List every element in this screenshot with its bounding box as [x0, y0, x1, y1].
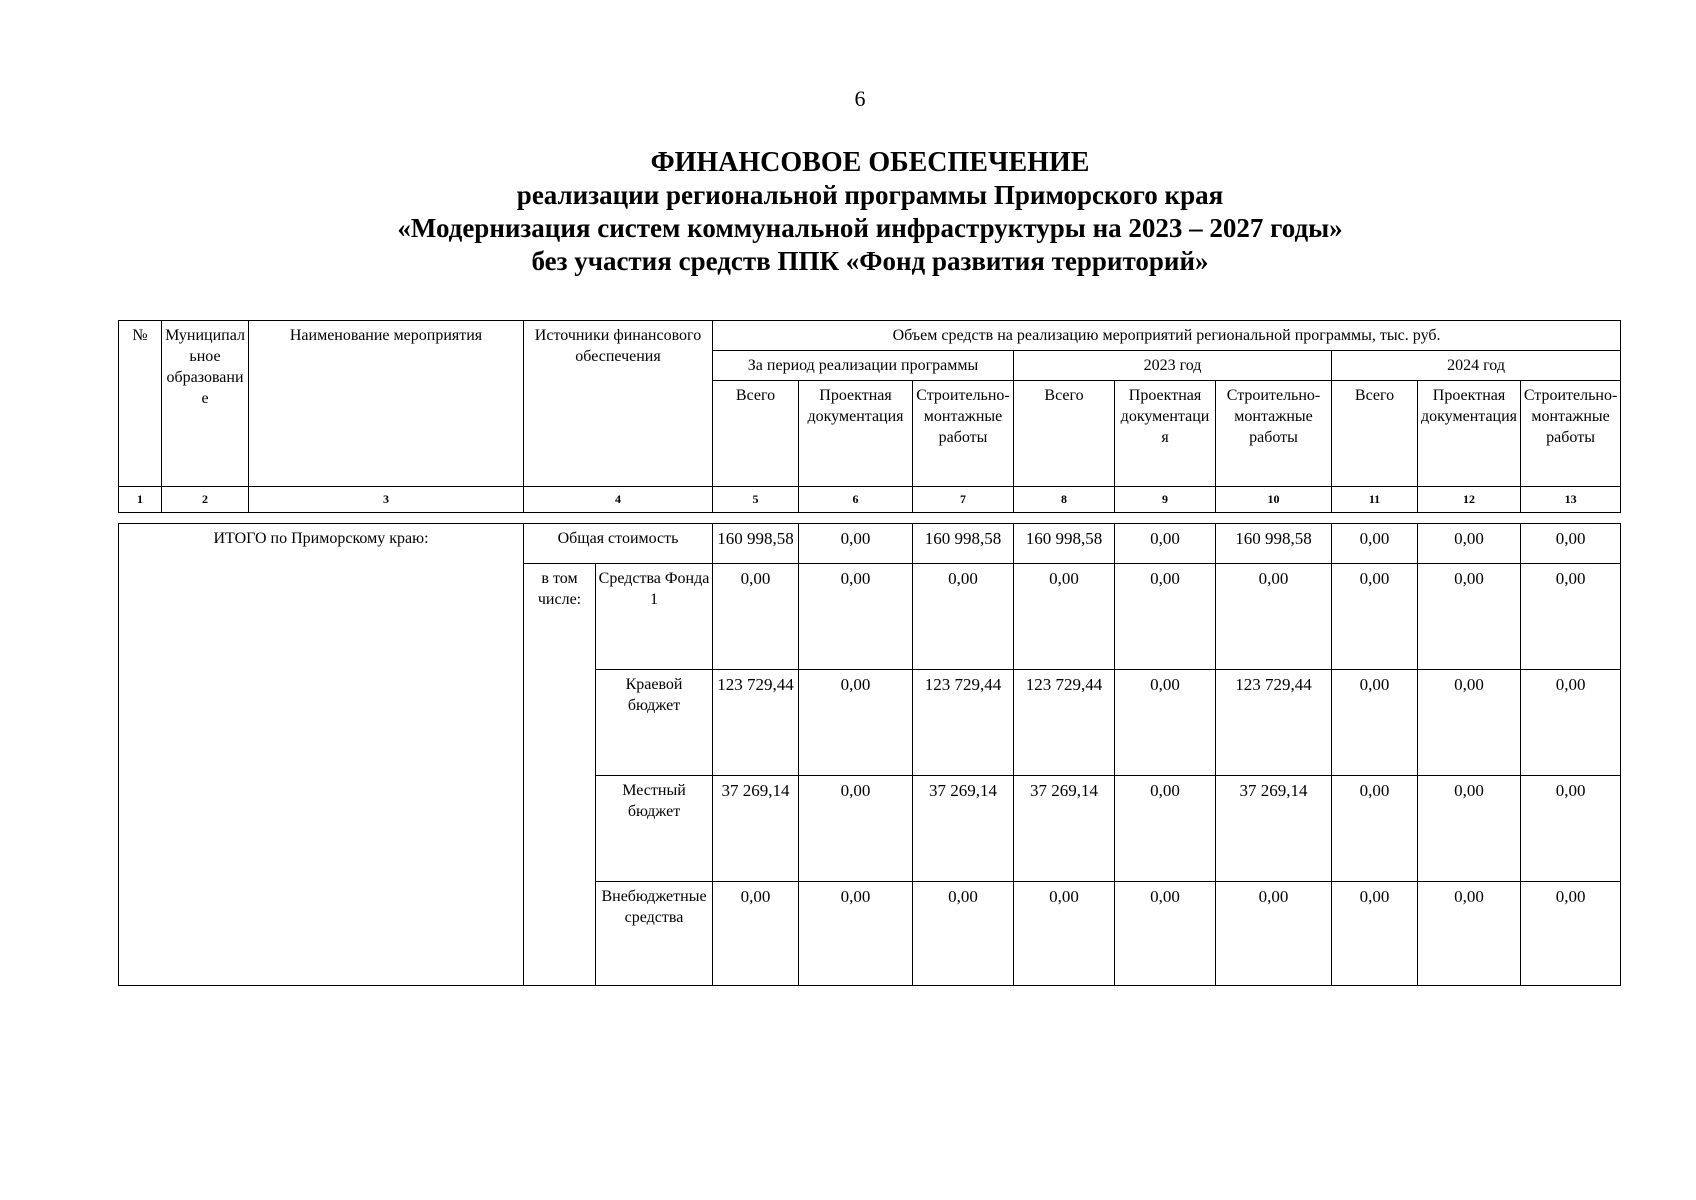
column-numbers-row — [119, 487, 1621, 513]
column-number: 11 — [1332, 487, 1418, 513]
title-line-3: «Модернизация систем коммунальной инфраструктуры на 2023 – 2027 годы» — [397, 213, 1343, 243]
header-construction: Строительно-монтажные работы — [1521, 381, 1621, 487]
including-spacer — [524, 882, 596, 986]
value-cell: 0,00 — [913, 564, 1014, 670]
value-cell: 0,00 — [1521, 670, 1621, 776]
header-no: № — [119, 321, 162, 487]
header-total: Всего — [1332, 381, 1418, 487]
including-spacer — [524, 776, 596, 882]
value-cell: 0,00 — [1216, 882, 1332, 986]
value-cell: 123 729,44 — [1216, 670, 1332, 776]
source-label: Краевой бюджет — [596, 670, 713, 776]
header-construction: Строительно-монтажные работы — [1216, 381, 1332, 487]
header-year-2024: 2024 год — [1332, 351, 1621, 381]
summary-label: ИТОГО по Приморскому краю: — [119, 524, 524, 986]
value-cell: 0,00 — [799, 670, 913, 776]
title-line-4: без участия средств ППК «Фонд развития территорий» — [531, 246, 1209, 276]
value-cell: 0,00 — [1332, 670, 1418, 776]
value-cell: 37 269,14 — [1216, 776, 1332, 882]
value-cell: 0,00 — [799, 564, 913, 670]
value-cell: 0,00 — [1521, 564, 1621, 670]
value-cell: 0,00 — [713, 564, 799, 670]
value-cell: 0,00 — [799, 882, 913, 986]
value-cell: 0,00 — [1115, 882, 1216, 986]
column-number: 7 — [913, 487, 1014, 513]
value-cell: 123 729,44 — [713, 670, 799, 776]
value-cell: 0,00 — [1521, 776, 1621, 882]
value-cell: 160 998,58 — [1216, 524, 1332, 564]
header-design: Проектная документация — [799, 381, 913, 487]
value-cell: 0,00 — [1332, 776, 1418, 882]
header-period-total: За период реализации программы — [713, 351, 1014, 381]
value-cell: 0,00 — [1418, 776, 1521, 882]
value-cell: 0,00 — [1418, 670, 1521, 776]
value-cell: 160 998,58 — [1014, 524, 1115, 564]
value-cell: 0,00 — [1418, 882, 1521, 986]
value-cell: 0,00 — [1216, 564, 1332, 670]
header-total: Всего — [1014, 381, 1115, 487]
value-cell: 123 729,44 — [1014, 670, 1115, 776]
value-cell: 0,00 — [1521, 882, 1621, 986]
value-cell: 0,00 — [1014, 564, 1115, 670]
column-number: 4 — [524, 487, 713, 513]
column-number: 12 — [1418, 487, 1521, 513]
column-number: 3 — [249, 487, 524, 513]
value-cell: 0,00 — [1418, 564, 1521, 670]
including-label: в том числе: — [524, 564, 596, 670]
value-cell: 0,00 — [1115, 670, 1216, 776]
header-construction: Строительно-монтажные работы — [913, 381, 1014, 487]
value-cell: 0,00 — [1521, 524, 1621, 564]
table-row-total-cost — [119, 524, 1621, 564]
header-year-2023: 2023 год — [1014, 351, 1332, 381]
value-cell: 0,00 — [1332, 882, 1418, 986]
column-number: 2 — [162, 487, 249, 513]
value-cell: 0,00 — [1115, 564, 1216, 670]
value-cell: 0,00 — [799, 524, 913, 564]
value-cell: 123 729,44 — [913, 670, 1014, 776]
header-event-name: Наименование мероприятия — [249, 321, 524, 487]
header-design: Проектная документация — [1418, 381, 1521, 487]
value-cell: 0,00 — [1115, 776, 1216, 882]
column-number: 13 — [1521, 487, 1621, 513]
page-number: 6 — [854, 86, 866, 111]
column-number: 9 — [1115, 487, 1216, 513]
column-number: 10 — [1216, 487, 1332, 513]
value-cell: 0,00 — [1332, 524, 1418, 564]
source-label: Средства Фонда 1 — [596, 564, 713, 670]
financing-table — [118, 320, 1621, 986]
column-number: 8 — [1014, 487, 1115, 513]
including-spacer — [524, 670, 596, 776]
column-number: 1 — [119, 487, 162, 513]
header-total: Всего — [713, 381, 799, 487]
header-municipality: Муниципальное образование — [162, 321, 249, 487]
source-label: Внебюджетные средства — [596, 882, 713, 986]
value-cell: 160 998,58 — [913, 524, 1014, 564]
title-line-2: реализации региональной программы Приморского края — [516, 180, 1224, 210]
header-sources: Источники финансового обеспечения — [524, 321, 713, 487]
value-cell: 0,00 — [913, 882, 1014, 986]
document-title — [0, 146, 1696, 278]
header-volume: Объем средств на реализацию мероприятий региональной программы, тыс. руб. — [713, 321, 1621, 351]
column-number: 6 — [799, 487, 913, 513]
value-cell: 160 998,58 — [713, 524, 799, 564]
gap-row — [119, 513, 1621, 524]
source-label: Общая стоимость — [524, 524, 713, 564]
value-cell: 0,00 — [1115, 524, 1216, 564]
value-cell: 0,00 — [713, 882, 799, 986]
value-cell: 37 269,14 — [1014, 776, 1115, 882]
title-line-1: ФИНАНСОВОЕ ОБЕСПЕЧЕНИЕ — [650, 147, 1090, 178]
header-design: Проектная документация — [1115, 381, 1216, 487]
value-cell: 0,00 — [1014, 882, 1115, 986]
header-row-1 — [119, 321, 1621, 351]
source-label: Местный бюджет — [596, 776, 713, 882]
value-cell: 0,00 — [1418, 524, 1521, 564]
value-cell: 0,00 — [1332, 564, 1418, 670]
column-number: 5 — [713, 487, 799, 513]
value-cell: 37 269,14 — [713, 776, 799, 882]
value-cell: 37 269,14 — [913, 776, 1014, 882]
value-cell: 0,00 — [799, 776, 913, 882]
